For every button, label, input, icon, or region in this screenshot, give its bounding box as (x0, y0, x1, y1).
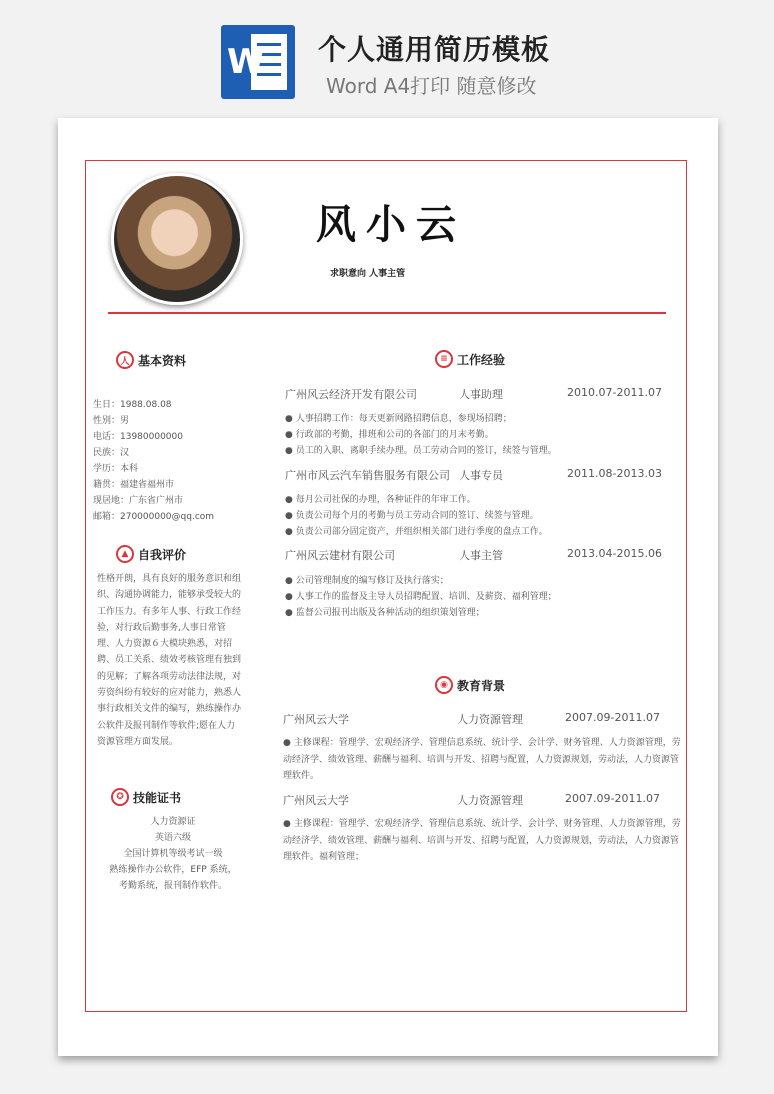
banner-title: 个人通用简历模板 (318, 33, 551, 66)
certs-heading (111, 788, 181, 806)
work-heading (435, 350, 505, 368)
job-bullet: ● 人事招聘工作：每天更新网路招聘信息，参现场招聘； (285, 414, 512, 424)
certs-list (88, 814, 258, 894)
cert-item: 考勤系统，报刊制作软件。 (118, 881, 227, 891)
job-bullet: ● 负责公司每个月的考勤与员工劳动合同的签订、续签与管理。 (285, 511, 539, 521)
basic-info-title: 基本资料 (138, 353, 187, 368)
edu-school: 广州风云大学 (283, 794, 349, 807)
job-company: 广州风云经济开发有限公司 (285, 388, 417, 401)
edu-school: 广州风云大学 (283, 713, 349, 726)
cert-item: 人力资源证 (150, 817, 196, 827)
info-item: 性别：男 (93, 416, 130, 426)
work-title: 工作经验 (457, 352, 506, 367)
header-divider (108, 312, 666, 314)
resume-page (58, 118, 718, 1056)
job-bullet: ● 行政部的考勤，排班和公司的各部门的月末考勤。 (285, 430, 494, 440)
edu-courses: ● 主修课程：管理学、宏观经济学、管理信息系统、统计学、会计学、财务管理、人力资源管理，劳动经济学、绩效管理、薪酬与福利、培训与开发、招聘与配置，人力资源规划，劳动法，人力资源管理软件。 (283, 738, 681, 781)
edu-period: 2007.09-2011.07 (565, 792, 660, 805)
banner-subtitle: Word A4打印 随意修改 (326, 74, 537, 98)
cert-item: 熟练操作办公软件，EFP 系统， (109, 865, 237, 875)
award-icon: ✪ (111, 788, 129, 806)
job-title: 人事主管 (459, 549, 503, 562)
avatar-photo (111, 173, 243, 305)
info-item: 邮箱：270000000@qq.com (93, 512, 215, 522)
job-company: 广州市风云汽车销售服务有限公司 (285, 469, 450, 482)
basic-info-heading (116, 351, 186, 369)
job-intent: 求职意向 人事主管 (330, 269, 406, 279)
job-bullet: ● 公司管理制度的编写修订及执行落实； (285, 576, 449, 586)
banner (0, 0, 774, 110)
job-title: 人事专员 (459, 469, 503, 482)
candidate-name: 风小云 (316, 202, 466, 248)
education-title: 教育背景 (457, 678, 506, 693)
certs-title: 技能证书 (133, 790, 182, 805)
info-item: 籍贯：福建省福州市 (93, 480, 175, 490)
edu-major: 人力资源管理 (457, 713, 523, 726)
info-item: 学历：本科 (93, 464, 139, 474)
graduation-cap-icon: ◉ (435, 676, 453, 694)
info-item: 电话：13980000000 (93, 432, 183, 442)
word-icon (221, 25, 295, 99)
person-icon: 人 (116, 351, 134, 369)
job-bullet: ● 负责公司部分固定资产，并组织相关部门进行季度的盘点工作。 (285, 527, 548, 537)
cert-item: 全国计算机等级考试一级 (123, 849, 223, 859)
edu-courses: ● 主修课程：管理学、宏观经济学、管理信息系统、统计学、会计学、财务管理、人力资源管理，劳动经济学、绩效管理、薪酬与福利、培训与开发、招聘与配置，人力资源规划，劳动法，人力资源管理软件。福利管理； (283, 819, 681, 862)
info-item: 民族：汉 (93, 448, 130, 458)
flask-icon: ▲ (116, 545, 134, 563)
self-eval-title: 自我评价 (138, 547, 187, 562)
info-item: 生日：1988.08.08 (93, 400, 172, 410)
job-period: 2010.07-2011.07 (567, 386, 662, 399)
edu-period: 2007.09-2011.07 (565, 711, 660, 724)
job-period: 2013.04-2015.06 (567, 547, 662, 560)
job-period: 2011.08-2013.03 (567, 467, 662, 480)
self-eval-heading (116, 545, 186, 563)
education-heading (435, 676, 505, 694)
basic-info-list (93, 397, 214, 525)
edu-major: 人力资源管理 (457, 794, 523, 807)
self-eval-text: 性格开朗，具有良好的服务意识和组织、沟通协调能力，能够承受较大的工作压力。有多年人事、行政工作经验，对行政后勤事务,人事日常管理、人力资源６大模块熟悉，对招聘、员工关系、绩效考核管理有独到的见解；了解各项劳动法律法规，对劳资纠纷有较好的应对能力，熟悉人事行政相关文件的编写，熟练操作办公软件及报刊制作等软件;愿在人力资源管理方面发展。 (97, 574, 242, 747)
info-item: 现居地：广东省广州市 (93, 496, 184, 506)
job-bullet: ● 员工的入职、离职手续办理。员工劳动合同的签订，续签与管理。 (285, 446, 557, 456)
database-icon: ≡ (435, 350, 453, 368)
job-title: 人事助理 (459, 388, 503, 401)
word-icon-letter: W (227, 42, 265, 82)
job-bullet: ● 监督公司报刊出版及各种活动的组织策划管理； (285, 608, 485, 618)
job-bullet: ● 人事工作的监督及主导人员招聘配置、培训、及薪资、福利管理； (285, 592, 557, 602)
cert-item: 英语六级 (154, 833, 191, 843)
job-bullet: ● 每月公司社保的办理，各种证件的年审工作。 (285, 495, 476, 505)
job-company: 广州风云建材有限公司 (285, 549, 395, 562)
